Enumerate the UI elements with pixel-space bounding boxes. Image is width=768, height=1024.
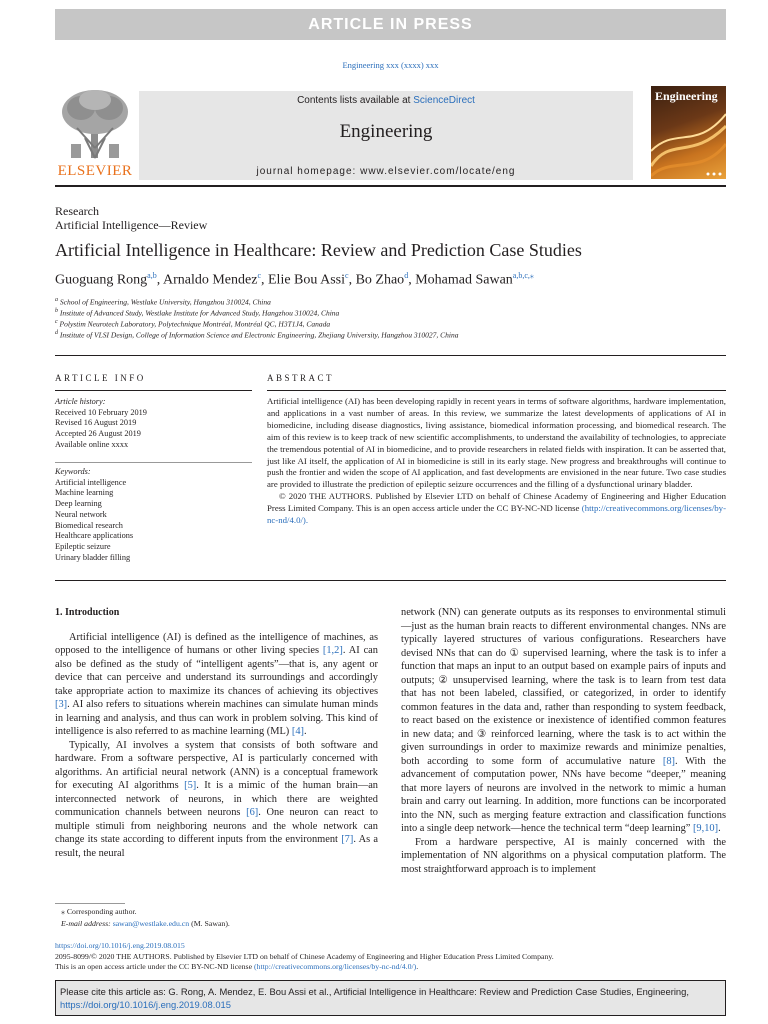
license-link[interactable]: (http://creativecommons.org/licenses/by-nc-nd/4.0/).	[267, 503, 726, 526]
text-run: . With the advancement of computation power, NNs have become “deeper,” meaning that more layers of neurons are involved in the network to mimic a human brain and carry out learning. In addition, more functions can be incorporated into the NN, such as merging feature extraction and classification functions into a single deep network—hence the technical term “deep learning”	[401, 755, 726, 834]
paragraph	[55, 631, 378, 739]
keyword[interactable]: Biomedical research	[55, 520, 123, 530]
abstract-text: Artificial intelligence (AI) has been developing rapidly in recent years in terms of software algorithms, hardware implementation, and applications in a vast number of areas. In this review, we summarize the latest developments of applications of AI in biomedicine, including disease diagnostics, living assistance, biomedical information processing, and biomedical research. The aim of this review is to keep track of new scientific accomplishments, to understand the availability of technologies, to appreciate the tremendous potential of AI in biomedicine, and to provide researchers in related fields with inspiration. It can be asserted that, just like AI itself, the application of AI in biomedicine is still in its early stage. New progress and breakthroughs will continue to push the frontier and widen the scope of AI application, and fast developments are envisioned in the near future. Two case studies are provided to illustrate the prediction of epileptic seizure occurrences and the filling of a dysfunctional urinary bladder.	[267, 396, 726, 490]
history-label: Article history:	[55, 397, 106, 406]
section-heading: 1. Introduction	[55, 607, 120, 618]
abstract-heading: ABSTRACT	[267, 373, 335, 383]
journal-citation-link[interactable]: Engineering xxx (xxxx) xxx	[342, 60, 439, 70]
author-name[interactable]: Mohamad Sawan	[415, 272, 513, 288]
issn-copyright: 2095-8099/© 2020 THE AUTHORS. Published by Elsevier LTD on behalf of Chinese Academy of Engineering and Higher Education Press Limited Company.	[55, 951, 554, 961]
article-in-press-banner: ARTICLE IN PRESS	[55, 9, 726, 40]
journal-title: Engineering	[339, 121, 433, 142]
elsevier-wordmark: ELSEVIER	[57, 163, 133, 179]
keywords-label: Keywords:	[55, 467, 91, 476]
cite-doi-link[interactable]: https://doi.org/10.1016/j.eng.2019.08.015	[60, 999, 231, 1010]
affiliation-mark: d	[55, 330, 58, 336]
author-separator: ,	[348, 272, 356, 288]
author-affiliation-mark[interactable]: c	[257, 271, 261, 280]
author-separator: ,	[261, 272, 268, 288]
affiliation-text: Polystim Neurotech Laboratory, Polytechnique Montréal, Montréal QC, H3T1J4, Canada	[59, 319, 331, 329]
history-entry: Revised 16 August 2019	[55, 418, 137, 428]
citation-link[interactable]: [7]	[341, 834, 354, 845]
footer-meta	[55, 941, 554, 973]
email-suffix: (M. Sawan).	[189, 919, 230, 928]
license-line	[55, 962, 554, 973]
contents-prefix: Contents lists available at	[297, 95, 414, 106]
abstract-copyright	[267, 491, 726, 527]
keyword[interactable]: Epileptic seizure	[55, 541, 111, 551]
keyword[interactable]: Artificial intelligence	[55, 477, 127, 487]
license-link[interactable]: (http://creativecommons.org/licenses/by-nc-nd/4.0/)	[253, 962, 417, 971]
affiliation-rule	[55, 355, 726, 356]
author-name[interactable]: Elie Bou Assi	[268, 272, 346, 288]
history-entry: Available online xxxx	[55, 439, 129, 449]
affiliation-text: School of Engineering, Westlake University, Hangzhou 310024, China	[59, 297, 271, 307]
cover-artwork-icon	[651, 106, 726, 179]
text-run: .	[718, 823, 721, 834]
text-run: network (NN) can generate outputs as its responses to environmental stimuli—just as the human brain reacts to different environmental changes. NNs are typically layered structures of various configurations. Researchers have devised NNs that can do ① supervised learning, where the task is to infer a function that maps an input to an output based on example pairs of inputs and outputs; ② unsupervised learning, where the task is to learn from test data that has not been labeled, classified, or categorized, in order to identify common features in the data and, rather than responding to system feedback, to react based on the existence or inexistence of identified common features in new data; and ③ reinforced learning, where the task is to act within the given surroundings in order to maximize rewards and minimize penalties, both according to some form of accumulative nature	[401, 607, 726, 767]
author-separator: ,	[408, 272, 416, 288]
doi-link[interactable]: https://doi.org/10.1016/j.eng.2019.08.015	[55, 941, 185, 950]
email-link[interactable]: sawan@westlake.edu.cn	[112, 919, 190, 928]
affiliation	[55, 319, 330, 329]
text-run: .	[304, 726, 307, 737]
abstract-rule	[267, 390, 726, 391]
tree-icon	[55, 88, 135, 162]
affiliation-text: Institute of VLSI Design, College of Information Science and Electronic Engineering, Zhejiang University, Hangzhou 310027, China	[59, 330, 459, 340]
author-affiliation-mark[interactable]: c	[345, 271, 349, 280]
citation-link[interactable]: [1,2]	[322, 645, 343, 656]
citation-link[interactable]: [4]	[291, 726, 304, 737]
contents-line	[139, 95, 633, 106]
journal-cover-image[interactable]	[651, 86, 726, 179]
affiliation	[55, 330, 459, 340]
header-rule	[55, 185, 726, 187]
affiliation	[55, 308, 339, 318]
author-affiliation-mark[interactable]: a,b,c,⁎	[512, 271, 534, 280]
author-name[interactable]: Arnaldo Mendez	[162, 272, 258, 288]
license-suffix: .	[416, 962, 419, 971]
paragraph: From a hardware perspective, AI is mainly concerned with the implementation of NN algorithms on a physical computation platform. The most straightforward approach is to implement	[401, 836, 726, 875]
text-run: Artificial intelligence (AI) is defined as the intelligence of machines, as opposed to the intelligence of humans or other living species	[55, 631, 378, 656]
text-run: . AI also refers to situations wherein machines can simulate human minds in learning and analysis, and thus can work in problem solving. This kind of intelligence is also referred to as machine learning (ML)	[55, 699, 378, 737]
keyword[interactable]: Deep learning	[55, 499, 102, 509]
keyword[interactable]: Neural network	[55, 509, 107, 519]
citation-link[interactable]: [9,10]	[692, 823, 719, 834]
cite-this-article-box	[55, 980, 726, 1016]
article-info-rule	[55, 390, 252, 391]
author-name[interactable]: Guoguang Rong	[55, 272, 148, 288]
article-info-heading: ARTICLE INFO	[55, 373, 146, 383]
keyword[interactable]: Machine learning	[55, 488, 114, 498]
article-history	[55, 397, 147, 451]
affiliation-mark: c	[55, 319, 58, 325]
cite-text: Please cite this article as: G. Rong, A. Mendez, E. Bou Assi et al., Artificial Intelligence in Healthcare: Review and Prediction Case Studies, Engineering,	[60, 986, 689, 997]
journal-homepage[interactable]: journal homepage: www.elsevier.com/locate/eng	[256, 166, 516, 177]
author-list	[55, 271, 534, 289]
text-run: . One neuron can react to multiple stimuli from neighboring neurons and the whole network can change its state according to different inputs from the environment	[55, 807, 378, 845]
keywords	[55, 467, 133, 563]
abstract-bottom-rule	[55, 580, 726, 581]
text-run: Typically, AI involves a system that consists of both software and hardware. From a software perspective, AI is particularly concerned with algorithms. An artificial neural network (ANN) is a conceptual framework for executing AI algorithms	[55, 739, 378, 791]
paragraph	[55, 739, 378, 861]
text-run: . It is a mimic of the human brain—an interconnected network of neurons, in which there are weighted communication channels between neurons	[55, 780, 379, 818]
journal-header	[139, 91, 633, 180]
text-run: . As a result, the neural	[55, 834, 378, 859]
license-prefix: This is an open access article under the CC BY-NC-ND license	[55, 962, 254, 971]
email-line	[55, 918, 230, 930]
affiliation	[55, 297, 271, 307]
paper-title: Artificial Intelligence in Healthcare: Review and Prediction Case Studies	[55, 240, 582, 260]
citation-link[interactable]: [8]	[662, 755, 675, 767]
article-category: Research	[55, 204, 99, 218]
keyword[interactable]: Urinary bladder filling	[55, 552, 131, 562]
author-affiliation-mark[interactable]: d	[404, 271, 409, 280]
history-entry: Accepted 26 August 2019	[55, 429, 141, 439]
author-separator: ,	[156, 272, 163, 288]
affiliation-mark: a	[55, 297, 58, 303]
history-entry: Received 10 February 2019	[55, 407, 147, 417]
citation-link[interactable]: [6]	[246, 807, 259, 818]
copyright-text: © 2020 THE AUTHORS. Published by Elsevier LTD on behalf of Chinese Academy of Engineering and Higher Education Press Limited Company. This is an open access article under the CC BY-NC-ND license	[267, 491, 726, 514]
affiliation-mark: b	[55, 308, 58, 314]
keywords-rule	[55, 462, 252, 463]
sciencedirect-link[interactable]: ScienceDirect	[413, 95, 475, 106]
citation-link[interactable]: [3]	[55, 699, 68, 710]
intro-right-column	[401, 606, 726, 876]
citation-link[interactable]: [5]	[184, 780, 197, 791]
intro-left-column	[55, 606, 378, 860]
corresponding-author: ⁎ Corresponding author.	[61, 907, 137, 916]
footnote	[55, 906, 230, 930]
cover-title: Engineering	[655, 89, 718, 103]
author-name[interactable]: Bo Zhao	[355, 272, 405, 288]
email-label: E-mail address:	[61, 919, 113, 928]
author-affiliation-mark[interactable]: a,b	[147, 271, 157, 280]
paragraph	[401, 606, 726, 836]
footnote-rule	[55, 903, 125, 904]
article-subcategory: Artificial Intelligence—Review	[55, 218, 208, 232]
affiliation-text: Institute of Advanced Study, Westlake Institute for Advanced Study, Hangzhou 310024, China	[59, 308, 340, 318]
keyword[interactable]: Healthcare applications	[55, 531, 134, 541]
elsevier-logo[interactable]	[55, 88, 135, 180]
text-run: . AI can also be defined as the study of “intelligent agents”—that is, any agent or device that can perceive and understand its surroundings and accordingly take appropriate action to maximize its chances of achieving its objectives	[55, 645, 378, 697]
abstract-body	[267, 396, 726, 527]
